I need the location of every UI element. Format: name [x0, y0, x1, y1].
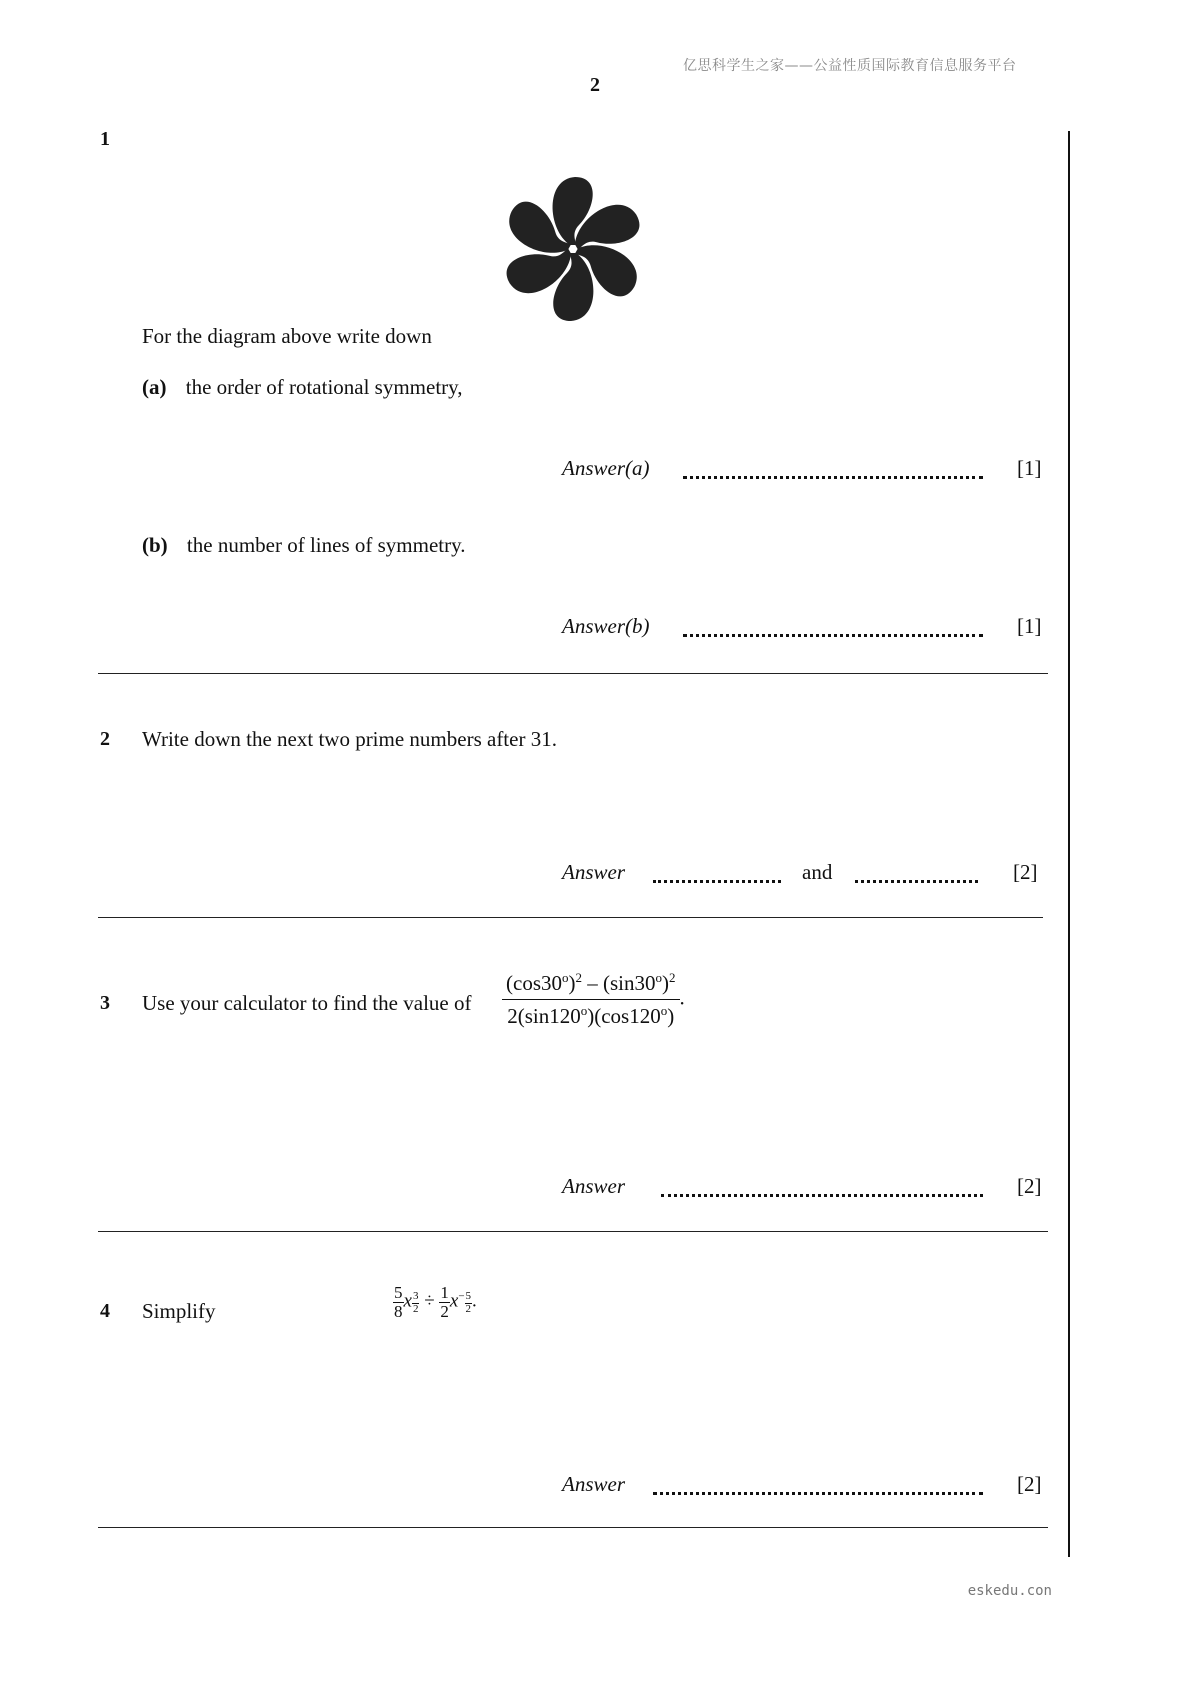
question-2-marks: [2]: [1013, 860, 1038, 884]
footer-site: eskedu.con: [967, 1583, 1052, 1599]
answer-2-second-field[interactable]: [855, 880, 978, 883]
answer-1a-label: Answer(a): [562, 456, 650, 480]
question-3-denominator: 2(sin120$^o$)(cos120$^o$): [507, 1003, 675, 1028]
answer-1b-field[interactable]: [683, 634, 983, 637]
question-3-number: 3: [100, 992, 110, 1014]
divider-3: [98, 1231, 1048, 1232]
question-1-intro: For the diagram above write down: [142, 324, 432, 348]
divider-2: [98, 917, 1043, 918]
question-2-number: 2: [100, 728, 110, 750]
question-1b-marks: [1]: [1017, 614, 1042, 638]
question-1-number: 1: [100, 128, 110, 150]
question-4-text: Simplify: [142, 1299, 216, 1323]
question-3-marks: [2]: [1017, 1174, 1042, 1198]
question-1a: [142, 375, 463, 400]
answer-2-and: and: [802, 860, 833, 884]
divider-4: [98, 1527, 1048, 1528]
pinwheel-shape-icon: [498, 174, 648, 324]
answer-2-label: Answer: [562, 860, 625, 884]
question-3-numerator: $(\cos 30^o)^2 - (\sin 30^o)^2$: [502, 970, 680, 1000]
question-2-text: Write down the next two prime numbers after 31.: [142, 727, 557, 751]
header-watermark: 亿思科学生之家——公益性质国际教育信息服务平台: [683, 58, 1017, 74]
question-4-marks: [2]: [1017, 1472, 1042, 1496]
answer-4-label: Answer: [562, 1472, 625, 1496]
answer-3-label: Answer: [562, 1174, 625, 1198]
answer-2-first-field[interactable]: [653, 880, 781, 883]
answer-1b-label: Answer(b): [562, 614, 650, 638]
answer-3-field[interactable]: [661, 1194, 983, 1197]
question-3-expression: $\frac{(\cos 30^o)^2 - (\sin 30^o)^2}{2(\sin 120^o)(\cos 120^o)}$ .: [502, 970, 685, 1029]
question-4-number: 4: [100, 1300, 110, 1322]
question-1a-label: (a): [142, 375, 167, 399]
divider-1: [98, 673, 1048, 674]
margin-line: [1068, 131, 1070, 1557]
answer-4-field[interactable]: [653, 1492, 983, 1495]
page-number: 2: [590, 74, 600, 96]
question-3-fraction: [502, 970, 680, 1029]
answer-1a-field[interactable]: [683, 476, 983, 479]
question-1a-marks: [1]: [1017, 456, 1042, 480]
question-3-text: Use your calculator to find the value of: [142, 991, 472, 1015]
question-1b-label: (b): [142, 533, 168, 557]
question-1b: [142, 533, 466, 558]
question-1a-text: the order of rotational symmetry,: [185, 375, 463, 399]
question-1b-text: the number of lines of symmetry.: [186, 533, 466, 557]
question-4-expression: $\frac{5}{8}$ x $\frac{3}{2}$ ÷ $\frac{1}{2}$ x− $\frac{5}{2}$ .: [394, 1283, 477, 1321]
